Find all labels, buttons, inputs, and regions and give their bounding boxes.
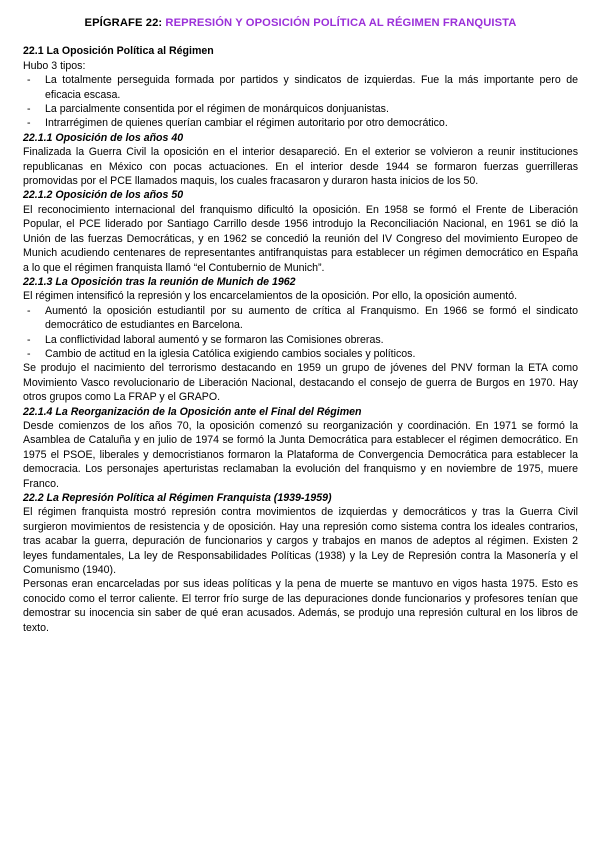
title-label: EPÍGRAFE 22: bbox=[84, 17, 166, 29]
section-22-1-intro: Hubo 3 tipos: bbox=[23, 59, 86, 72]
document-page bbox=[23, 16, 578, 635]
list-item: - La parcialmente consentida por el régimen de monárquicos donjuanistas. bbox=[23, 102, 578, 116]
section-22-1-4-text: Desde comienzos de los años 70, la oposición comenzó su reorganización y coordinación. En 1971 se formó la Asamblea de Cataluña y en julio de 1974 se formó la Junta Democrática para establecer el régimen democrático. En 1975 el PSOE, liberales y democristianos formaron la Plataforma de Convergencia Democrática para establecer la democracia. Los personajes aperturistas reclamaban la evolución del franquismo y en noviembre de 1975, muere Franco. bbox=[23, 419, 578, 490]
section-22-2-paragraph-1: El régimen franquista mostró represión contra movimientos de izquierdas y democráticos y tras la Guerra Civil surgieron movimientos de resistencia y de oposición. Hay una represión como sistema contra los ideales contrarios, tras acabar la guerra, depuración de funcionarios y cargos y trabajos en manos de adeptos al régimen. Existen 2 leyes fundamentales, La ley de Responsabilidades Políticas (1938) y la Ley de Represión contra la Masonería y el Comunismo (1940). bbox=[23, 506, 578, 577]
section-heading-22-2: 22.2 La Represión Política al Régimen Franquista (1939-1959) bbox=[23, 492, 332, 504]
opposition-growth-list bbox=[23, 304, 578, 362]
page-title bbox=[23, 16, 578, 30]
list-item: - Aumentó la oposición estudiantil por su aumento de crítica al Franquismo. En 1966 se formó el sindicato democrático de estudiantes en Barcelona. bbox=[23, 304, 578, 333]
opposition-types-list bbox=[23, 73, 578, 131]
section-heading-22-1-1: 22.1.1 Oposición de los años 40 bbox=[23, 131, 184, 144]
section-heading-22-1: 22.1 La Oposición Política al Régimen bbox=[23, 45, 214, 58]
section-22-1-3-intro: El régimen intensificó la represión y los encarcelamientos de la oposición. Por ello, la oposición aumentó. bbox=[23, 290, 518, 303]
section-heading-22-1-2: 22.1.2 Oposición de los años 50 bbox=[23, 189, 184, 202]
section-22-1-2-text: El reconocimiento internacional del franquismo dificultó la oposición. En 1958 se formó el Frente de Liberación Popular, el PCE liderado por Santiago Carrillo desde 1956 introdujo la Reconciliación Nacional, en 1961 se dió la Unión de las fuerzas Democráticas, y en 1962 se concedió la reunión del IV Congreso del movimiento Europeo de Munich acudiendo centenares de representantes antifranquistas para establecer un régimen democrático en España a lo que el régimen franquista llamó “el Contubernio de Munich”. bbox=[23, 203, 578, 274]
title-text: REPRESIÓN Y OPOSICIÓN POLÍTICA AL RÉGIMEN FRANQUISTA bbox=[165, 17, 517, 29]
section-22-1-3-text: Se produjo el nacimiento del terrorismo destacando en 1959 un grupo de jóvenes del PNV forman la ETA como Movimiento Vasco revolucionario de Liberación Nacional, destacando el consejo de guerra de Burgos en 1970. Hay otros grupos como La FRAP y el GRAPO. bbox=[23, 362, 578, 404]
section-heading-22-1-3: 22.1.3 La Oposición tras la reunión de Munich de 1962 bbox=[23, 275, 296, 288]
list-item: - La conflictividad laboral aumentó y se formaron las Comisiones obreras. bbox=[23, 333, 578, 347]
list-item: - Intrarrégimen de quienes querían cambiar el régimen autoritario por otro democrático. bbox=[23, 116, 578, 130]
list-item: - La totalmente perseguida formada por partidos y sindicatos de izquierdas. Fue la más importante pero de eficacia escasa. bbox=[23, 73, 578, 102]
section-22-2-paragraph-2: Personas eran encarceladas por sus ideas políticas y la pena de muerte se mantuvo en vigos hasta 1975. Esto es conocido como el terror caliente. El terror frío surge de las depuraciones donde funcionarios y profesores tenían que demostrar su inocencia sin saber de qué eran acusados. Además, se produjo una represión cultural en los libros de texto. bbox=[23, 578, 578, 634]
section-22-1-1-text: Finalizada la Guerra Civil la oposición en el interior desapareció. En el exterior se volvieron a reunir instituciones republicanas en México con pocas actuaciones. En el interior desde 1944 se formaron fuerzas guerrilleras promovidas por el PCE llamados maquis, los cuales fracasaron y duraron hasta inicios de los 50. bbox=[23, 146, 578, 188]
list-item: - Cambio de actitud en la iglesia Católica exigiendo cambios sociales y políticos. bbox=[23, 347, 578, 361]
section-heading-22-1-4: 22.1.4 La Reorganización de la Oposición ante el Final del Régimen bbox=[23, 405, 362, 418]
